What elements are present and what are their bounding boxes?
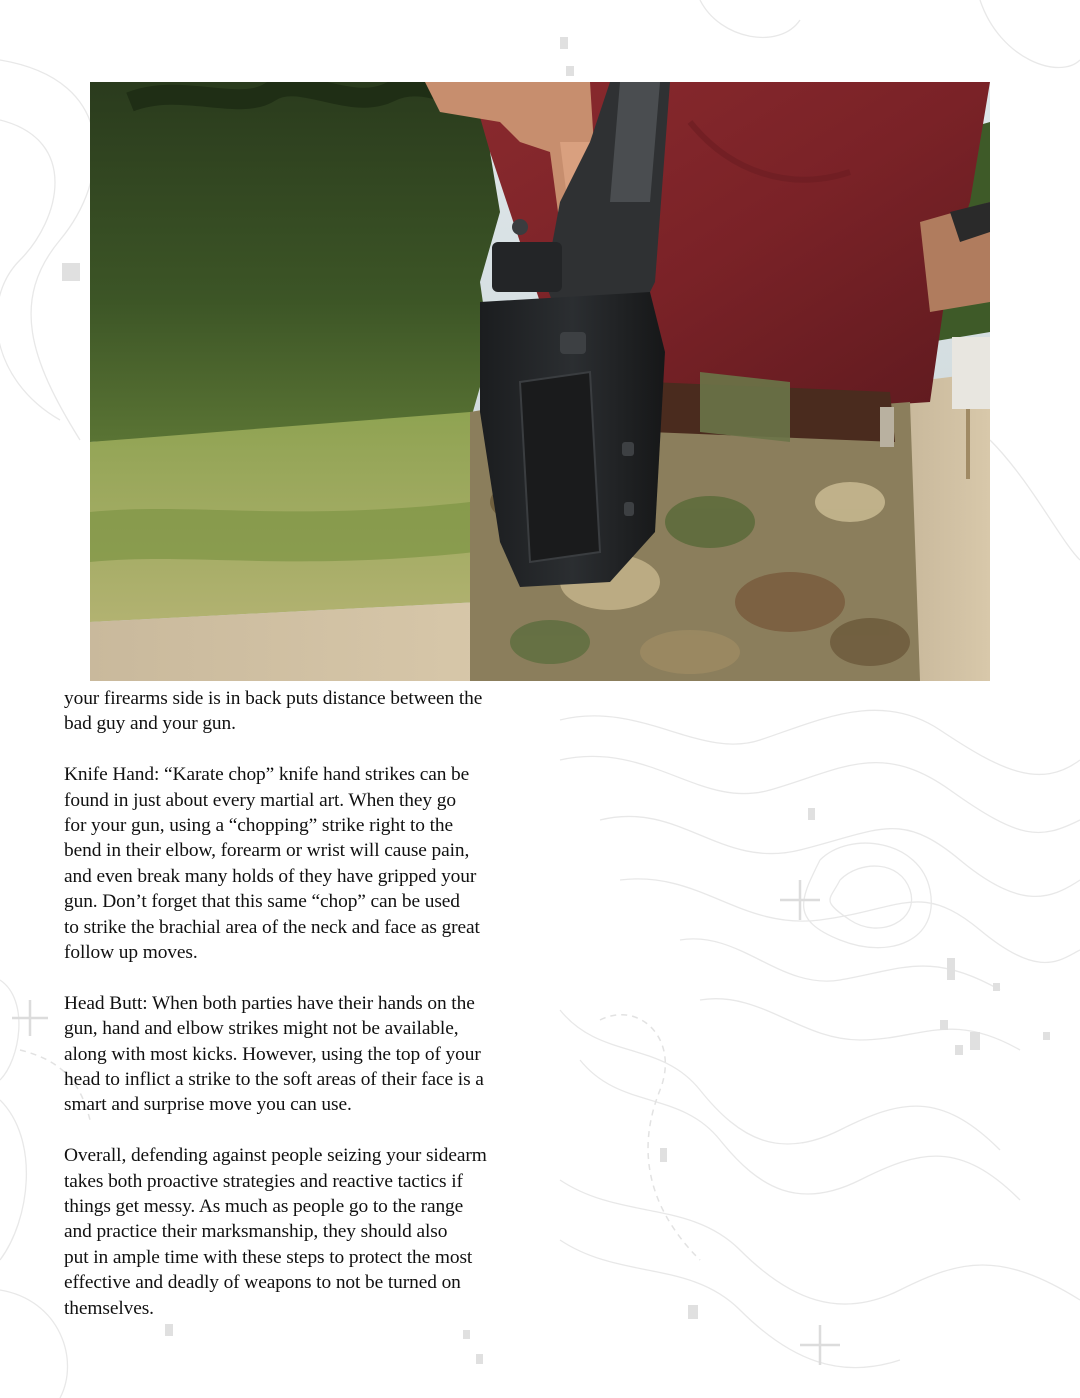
- paragraph-intro-continuation: your firearms side is in back puts distance between the bad guy and your gun.: [64, 688, 483, 735]
- holster-photo: [90, 82, 990, 681]
- paragraph-conclusion: Overall, defending against people seizing your sidearm takes both proactive strategies and reactive tactics if things get messy. As much as people go to the range and practice their marksmanship, they should also put in ample time with these steps to protect the most effective and deadly of weapons to not be turned on themselves.: [64, 1145, 487, 1319]
- photo-holster-icon: [90, 82, 990, 681]
- article-body: [64, 686, 534, 1347]
- paragraph-head-butt: Head Butt: When both parties have their hands on the gun, hand and elbow strikes might not be available, along with most kicks. However, using the top of your head to inflict a strike to the soft areas of their face is a smart and surprise move you can use.: [64, 992, 484, 1116]
- paragraph-knife-hand: Knife Hand: “Karate chop” knife hand strikes can be found in just about every martial art. When they go for your gun, using a “chopping” strike right to the bend in their elbow, forearm or wrist will cause pain, and even break many holds of they have gripped your gun. Don’t forget that this same “chop” can be used to strike the brachial area of the neck and face as great follow up moves.: [64, 764, 480, 964]
